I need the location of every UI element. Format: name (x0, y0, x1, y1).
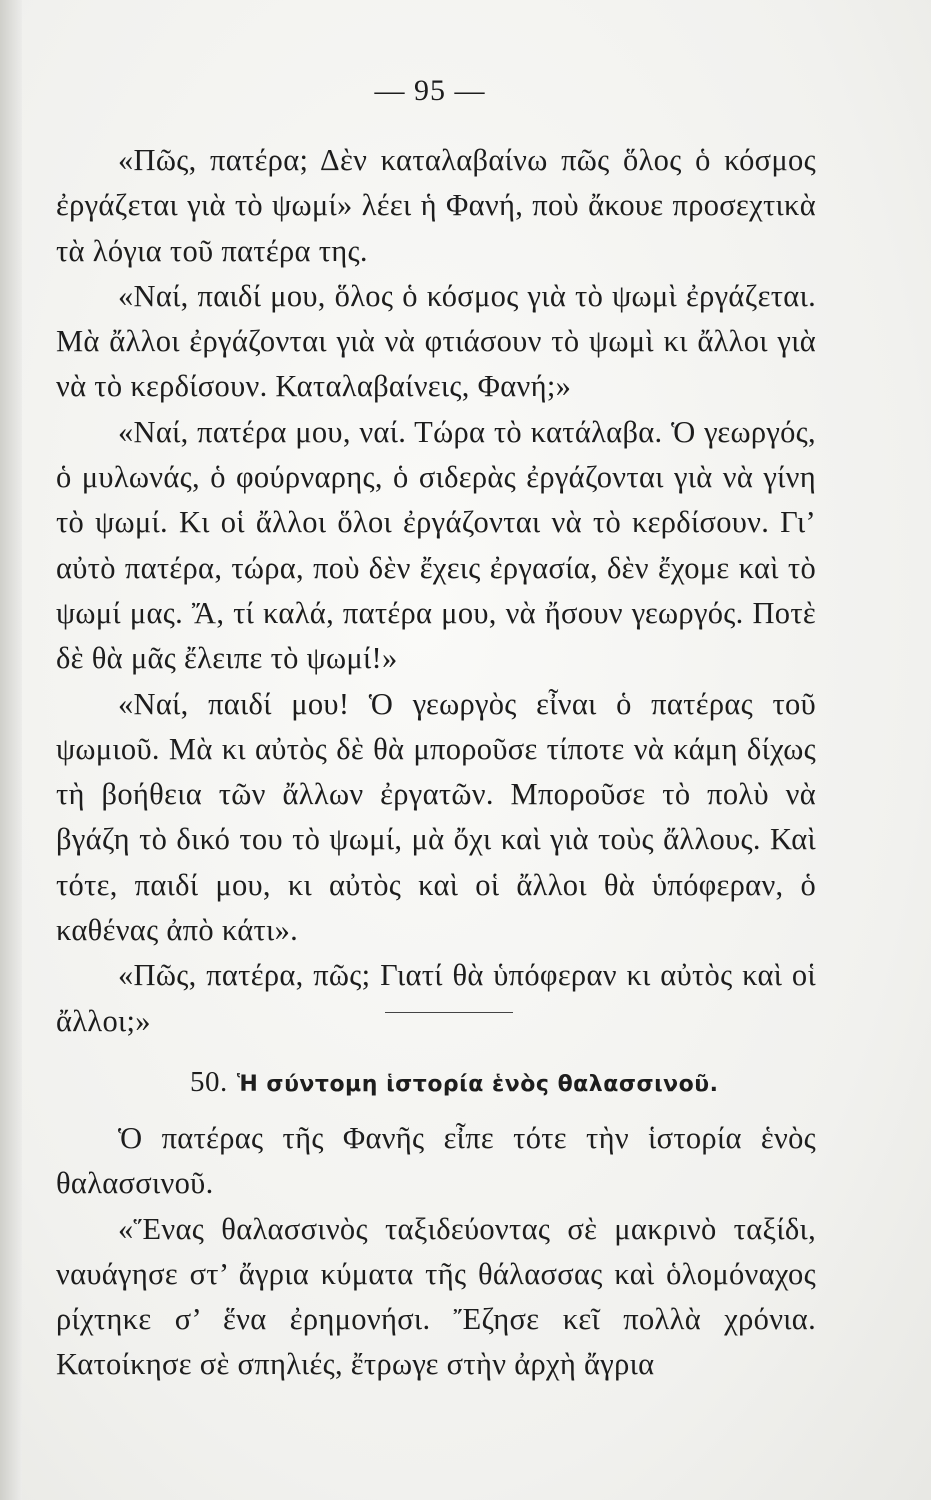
paragraph: «Πῶς, πατέρα, πῶς; Γιατί θὰ ὑπόφεραν κι αὐτὸς καὶ οἱ ἄλλοι;» (56, 958, 816, 1038)
paragraph: Ὁ πατέρας τῆς Φανῆς εἶπε τότε τὴν ἱστορία ἑνὸς θαλασσινοῦ. (56, 1121, 816, 1201)
page-edge-shadow (0, 0, 22, 1500)
section-divider (385, 1012, 513, 1013)
section-title: Ἡ σύντομη ἱστορία ἑνὸς θαλασσινοῦ. (236, 1072, 719, 1097)
paragraph: «Ναί, παιδί μου, ὅλος ὁ κόσμος γιὰ τὸ ψωμὶ ἐργάζεται. Μὰ ἄλλοι ἐργάζονται γιὰ νὰ φτιάσουν τὸ ψωμὶ κι ἄλλοι γιὰ νὰ τὸ κερδίσουν. Καταλαβαίνεις, Φανή;» (56, 278, 816, 404)
section-heading (190, 1066, 719, 1099)
text-block-lower (56, 1116, 816, 1388)
paragraph: «Ναί, πατέρα μου, ναί. Τώρα τὸ κατάλαβα. Ὁ γεωργός, ὁ μυλωνάς, ὁ φούρναρης, ὁ σιδερὰς ἐργάζονται γιὰ νὰ γίνη τὸ ψωμί. Κι οἱ ἄλλοι ὅλοι ἐργάζονται νὰ τὸ κερδίσουν. Γι’ αὐτὸ πατέρα, τώρα, ποὺ δὲν ἔχεις ἐργασία, δὲν ἔχομε καὶ τὸ ψωμί μας. Ἄ, τί καλά, πατέρα μου, νὰ ἤσουν γεωργός. Ποτὲ δὲ θὰ μᾶς ἔλειπε τὸ ψωμί!» (56, 414, 816, 676)
paragraph: «Ἕνας θαλασσινὸς ταξιδεύοντας σὲ μακρινὸ ταξίδι, ναυάγησε στ’ ἄγρια κύματα τῆς θάλασσας καὶ ὁλομόναχος ρίχτηκε σ’ ἕνα ἐρημονήσι. Ἔζησε κεῖ πολλὰ χρόνια. Κατοίκησε σὲ σπηλιές, ἔτρωγε στὴν ἀρχὴ ἄγρια (56, 1211, 816, 1382)
paragraph: «Πῶς, πατέρα; Δὲν καταλαβαίνω πῶς ὅλος ὁ κόσμος ἐργάζεται γιὰ τὸ ψωμί» λέει ἡ Φανή, ποὺ ἄκουε προσεχτικὰ τὰ λόγια τοῦ πατέρα της. (56, 143, 816, 268)
paragraph: «Ναί, παιδί μου! Ὁ γεωργὸς εἶναι ὁ πατέρας τοῦ ψωμιοῦ. Μὰ κι αὐτὸς δὲ θὰ μποροῦσε τίποτε νὰ κάμη δίχως τὴ βοήθεια τῶν ἄλλων ἐργατῶν. Μποροῦσε τὸ πολὺ νὰ βγάζη τὸ δικό του τὸ ψωμί, μὰ ὄχι καὶ γιὰ τοὺς ἄλλους. Καὶ τότε, παιδί μου, κι αὐτὸς καὶ οἱ ἄλλοι θὰ ὑπόφεραν, ὁ καθένας ἀπὸ κάτι». (56, 686, 816, 948)
section-number: 50. (190, 1066, 228, 1098)
text-block-upper (56, 138, 816, 1044)
page-number: — 95 — (374, 74, 486, 107)
